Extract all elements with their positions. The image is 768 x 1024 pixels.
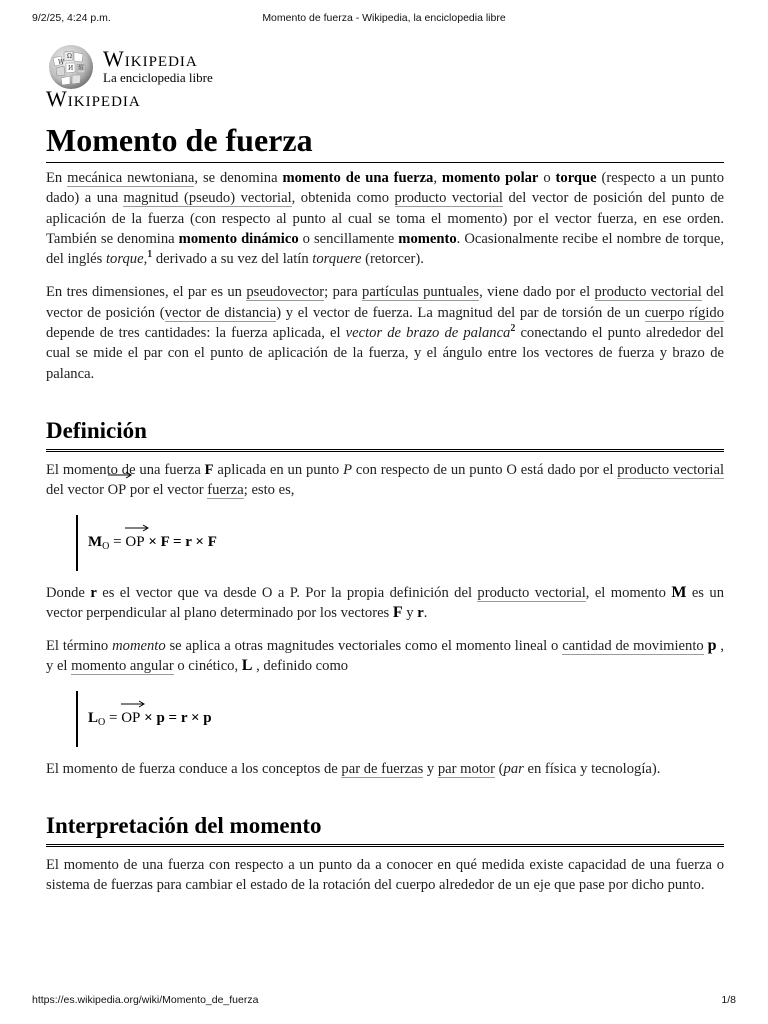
text: El momento de una fuerza xyxy=(46,461,205,478)
text: y xyxy=(423,760,438,777)
text: del vector xyxy=(46,482,108,499)
math-vector-op xyxy=(125,534,144,551)
math-L: L xyxy=(88,709,99,726)
text: por el vector xyxy=(126,482,208,499)
link-producto-vectorial[interactable]: producto vectorial xyxy=(617,461,725,478)
math-equals: = xyxy=(105,709,122,726)
bold-term: momento polar xyxy=(441,170,539,186)
text: . Ocasionalmente recibe el nombre de torque, del inglés xyxy=(46,230,724,268)
definicion-paragraph-4 xyxy=(46,759,724,779)
wikipedia-wordmark: Wikipedia xyxy=(103,46,198,71)
text: . xyxy=(423,604,428,621)
text: y xyxy=(402,604,418,621)
math-rest: × p = r × p xyxy=(140,709,212,726)
interpretacion-paragraph-1: El momento de una fuerza con respecto a un punto da a conocer en qué medida existe capacidad de una fuerza o sistema de fuerzas para cambiar el estado de la rotación del cuerpo alrededor de un eje que pase por dicho punto. xyxy=(46,857,724,894)
wikipedia-globe-icon xyxy=(45,44,97,90)
intro-paragraph-1 xyxy=(46,168,724,269)
text: o xyxy=(538,170,556,186)
text: , y el xyxy=(46,638,724,675)
wikipedia-tagline: La enciclopedia libre xyxy=(103,70,213,85)
link-pseudovector[interactable]: pseudovector xyxy=(246,284,325,301)
print-url: https://es.wikipedia.org/wiki/Momento_de_fuerza xyxy=(32,994,259,1006)
math-rest: × F = r × F xyxy=(144,533,217,550)
text: , obtenida como xyxy=(291,190,395,207)
math-op-text: OP xyxy=(121,709,141,726)
link-mecanica-newtoniana[interactable]: mecánica newtoniana xyxy=(67,170,195,186)
text: conectando el punto alrededor del cual se mide el par con el punto de aplicación de la fuerza, y el ángulo entre los vectores de fuerza y brazo de palanca. xyxy=(46,325,724,382)
svg-text:維: 維 xyxy=(78,65,85,72)
math-L: L xyxy=(241,657,253,675)
print-page-number: 1/8 xyxy=(721,994,736,1006)
link-par-de-fuerzas[interactable]: par de fuerzas xyxy=(341,760,424,777)
text: En tres dimensiones, el par es un xyxy=(46,284,247,301)
math-M: M xyxy=(671,583,687,601)
text: El término xyxy=(46,638,113,655)
link-par-motor[interactable]: par motor xyxy=(437,760,496,777)
math-F: F xyxy=(204,461,214,478)
text: aplicada en un punto xyxy=(213,461,344,478)
text: (respecto a un punto dado) a una xyxy=(46,170,725,207)
print-footer xyxy=(0,994,768,1008)
vector-arrow-icon xyxy=(108,470,132,479)
text: depende de tres cantidades: la fuerza aplicada, el xyxy=(46,325,346,342)
math-p: p xyxy=(707,637,717,655)
print-header xyxy=(0,12,768,28)
text: ; para xyxy=(324,284,363,301)
math-vector-op xyxy=(121,710,140,727)
svg-text:И: И xyxy=(68,65,74,72)
italic-term: par xyxy=(503,760,524,777)
math-r: r xyxy=(90,584,97,601)
link-producto-vectorial[interactable]: producto vectorial xyxy=(394,190,503,207)
bold-term: momento xyxy=(398,230,457,247)
link-fuerza[interactable]: fuerza xyxy=(207,482,244,499)
bold-term: torque xyxy=(555,170,597,186)
link-momento-angular[interactable]: momento angular xyxy=(71,658,174,675)
text: ( xyxy=(495,760,504,777)
italic-term: momento xyxy=(112,638,166,655)
text: , se denomina xyxy=(194,170,283,186)
text: es un vector perpendicular al plano determinado por los vectores xyxy=(46,584,724,621)
wikipedia-logo[interactable] xyxy=(45,44,265,111)
text: del vector de posición del punto de aplicación de la fuerza (con respecto al punto al cual se toma el momento) por el vector fuerza, en ese orden. También se denomina xyxy=(46,190,724,247)
definicion-paragraph-1 xyxy=(46,460,724,501)
math-M: M xyxy=(88,533,103,550)
link-particulas-puntuales[interactable]: partículas puntuales xyxy=(362,284,480,301)
link-producto-vectorial[interactable]: producto vectorial xyxy=(594,284,702,301)
equation-moment-formula xyxy=(88,534,217,552)
text: , viene dado por el xyxy=(479,284,595,301)
section-heading-definicion: Definición xyxy=(46,416,724,452)
math-r: r xyxy=(417,604,424,621)
svg-text:W: W xyxy=(58,59,65,66)
text: o cinético, xyxy=(173,658,242,675)
svg-text:Ω: Ω xyxy=(67,53,72,60)
text: en física y tecnología). xyxy=(523,760,661,777)
text: se aplica a otras magnitudes vectoriales como el momento lineal o xyxy=(165,638,563,655)
definicion-paragraph-3 xyxy=(46,636,724,677)
link-producto-vectorial[interactable]: producto vectorial xyxy=(477,584,586,601)
math-op-text: OP xyxy=(107,482,127,499)
reference-2[interactable]: 2 xyxy=(510,323,516,335)
text: , xyxy=(143,251,148,268)
definicion-paragraph-2 xyxy=(46,583,724,624)
text: , definido como xyxy=(252,658,349,675)
article-content xyxy=(46,120,724,896)
print-datetime: 9/2/25, 4:24 p.m. xyxy=(32,12,111,24)
text: En xyxy=(46,170,68,186)
text: El momento de fuerza conduce a los conceptos de xyxy=(46,760,342,777)
math-vector-op xyxy=(108,480,127,500)
text: es el vector que va desde O a P. Por la propia definición del xyxy=(96,584,478,601)
text: ; esto es, xyxy=(243,482,295,499)
text: Donde xyxy=(46,584,91,601)
text: derivado a su vez del latín xyxy=(152,251,313,268)
text: , el momento xyxy=(585,584,672,601)
page-title: Momento de fuerza xyxy=(46,120,724,163)
italic-term: torque xyxy=(106,251,144,268)
link-magnitud-vectorial[interactable]: magnitud (pseudo) vectorial xyxy=(123,190,292,207)
math-op-text: OP xyxy=(125,533,145,550)
link-cuerpo-rigido[interactable]: cuerpo rígido xyxy=(644,304,725,321)
math-subscript: O xyxy=(102,540,110,552)
math-equals: = xyxy=(109,533,126,550)
print-title: Momento de fuerza - Wikipedia, la enciclopedia libre xyxy=(262,12,506,24)
equation-angular-momentum xyxy=(76,691,724,747)
math-P: P xyxy=(343,461,352,478)
wikipedia-wordmark-secondary: Wikipedia xyxy=(46,86,141,111)
section-heading-interpretacion: Interpretación del momento xyxy=(46,811,724,847)
math-F: F xyxy=(392,603,403,621)
equation-angular-momentum-formula xyxy=(88,710,212,728)
italic-term: torquere xyxy=(312,251,362,268)
reference-1[interactable]: 1 xyxy=(147,249,153,261)
link-cantidad-de-movimiento[interactable]: cantidad de movimiento xyxy=(562,638,704,655)
link-vector-de-distancia[interactable]: vector de distancia xyxy=(164,304,277,321)
text: (retorcer). xyxy=(361,251,424,268)
text: , xyxy=(433,170,442,186)
equation-moment xyxy=(76,515,724,571)
italic-term: vector de brazo de palanca xyxy=(345,325,511,342)
text: ) y el vector de fuerza. La magnitud del par de torsión de un xyxy=(276,304,645,321)
text: del vector de posición ( xyxy=(46,284,724,321)
bold-term: momento dinámico xyxy=(178,230,299,247)
math-subscript: O xyxy=(98,716,106,728)
intro-paragraph-2 xyxy=(46,282,724,383)
vector-arrow-icon xyxy=(125,523,149,533)
vector-arrow-icon xyxy=(121,699,145,709)
bold-term: momento de una fuerza xyxy=(282,170,434,186)
text: con respecto de un punto O está dado por el xyxy=(351,461,618,478)
text: o sencillamente xyxy=(298,230,399,247)
